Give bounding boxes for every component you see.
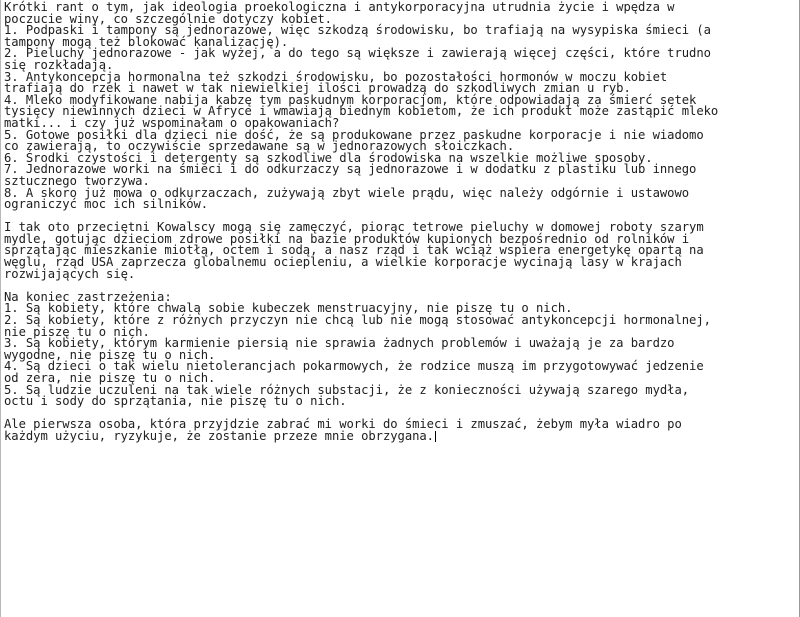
text-line: każdym użyciu, ryzykuje, że zostanie przeze mnie obrzygana. (4, 428, 434, 443)
text-line: węglu, rząd USA zaprzecza globalnemu ociepleniu, a wielkie korporacje wycinają lasy w krajach (4, 255, 682, 270)
text-line: 3. Są kobiety, którym karmienie piersią nie sprawia żadnych problemów i uważają je za bardzo (4, 336, 675, 351)
text-line: mydle, gotując dzieciom zdrowe posiłki na bazie produktów kupionych bezpośrednio od rolników i (4, 231, 690, 246)
text-line: się rozkładają. (4, 57, 114, 72)
text-line: sztucznego tworzywa. (4, 173, 150, 188)
text-line: matki... i czy już wspominałam o opakowaniach? (4, 115, 340, 130)
text-line: trafiają do rzek i nawet w tak niewielkiej ilości prowadzą do szkodliwych zmian u ryb. (4, 81, 631, 96)
text-line: 8. A skoro już mowa o odkurzaczach, zużywają zbyt wiele prądu, więc należy odgórnie i ustawowo (4, 185, 690, 200)
text-line: nie piszę tu o nich. (4, 324, 150, 339)
text-line: rozwijających się. (4, 266, 136, 281)
text-line: 6. Środki czystości i detergenty są szkodliwe dla środowiska na wszelkie możliwe sposoby. (4, 150, 653, 165)
text-line: 2. Są kobiety, które z różnych przyczyn nie chcą lub nie mogą stosować antykoncepcji hormonalnej, (4, 313, 711, 328)
text-cursor (435, 431, 436, 442)
text-line: 1. Są kobiety, które chwalą sobie kubeczek menstruacyjny, nie piszę tu o nich. (4, 301, 573, 316)
text-line: octu i sody do sprzątania, nie piszę tu o nich. (4, 394, 347, 409)
text-line: 5. Są ludzie uczuleni na tak wiele różnych substacji, że z konieczności używają szarego mydła, (4, 382, 690, 397)
text-line: 7. Jednorazowe worki na śmieci i do odkurzaczy są jednorazowe i w dodatku z plastiku lub innego (4, 162, 697, 177)
text-line: 3. Antykoncepcja hormonalna też szkodzi środowisku, bo pozostałości hormonów w moczu kobiet (4, 69, 668, 84)
text-line: tysięcy niewinnych dzieci w Afryce i wmawiają biednym kobietom, że ich produkt może zastąpić mleko (4, 104, 719, 119)
text-line: 2. Pieluchy jednorazowe - jak wyżej, a do tego są większe i zawierają więcej części, które trudno (4, 46, 711, 61)
text-line: sprzątając mieszkanie miotłą, octem i sodą, a nasz rząd i tak wciąż wspiera energetykę opartą na (4, 243, 704, 258)
text-area[interactable] (4, 2, 794, 443)
text-line: wygodne, nie piszę tu o nich. (4, 347, 216, 362)
text-line: od zera, nie piszę tu o nich. (4, 371, 216, 385)
text-line: poczucie winy, co szczególnie dotyczy kobiet. (4, 11, 332, 26)
text-line: co zawierają, to oczywiście sprzedawane są w jednorazowych słoiczkach. (4, 139, 515, 154)
text-line: 4. Są dzieci o tak wielu nietolerancjach pokarmowych, że rodzice muszą im przygotowywać jedzenie (4, 359, 704, 374)
text-line: 4. Mleko modyfikowane nabija kabzę tym paskudnym korporacjom, które odpowiadają za śmierć setek (4, 92, 697, 107)
text-line: 5. Gotowe posiłki dla dzieci nie dość, że są produkowane przez paskudne korporacje i nie wiadomo (4, 127, 704, 142)
text-line: 1. Podpaski i tampony są jednorazowe, więc szkodzą środowisku, bo trafiają na wysypiska śmieci (a (4, 23, 711, 38)
text-line: Na koniec zastrzeżenia: (4, 289, 172, 304)
text-line: tampony mogą też blokować kanalizację). (4, 34, 289, 49)
text-line: Ale pierwsza osoba, która przyjdzie zabrać mi worki do śmieci i zmuszać, żebym myła wiadro po (4, 417, 682, 432)
text-line: Krótki rant o tym, jak ideologia proekologiczna i antykorporacyjna utrudnia życie i wpędza w (4, 0, 675, 14)
text-line: I tak oto przeciętni Kowalscy mogą się zamęczyć, piorąc tetrowe pieluchy w domowej roboty szarym (4, 220, 704, 235)
text-line: ograniczyć moc ich silników. (4, 197, 209, 212)
